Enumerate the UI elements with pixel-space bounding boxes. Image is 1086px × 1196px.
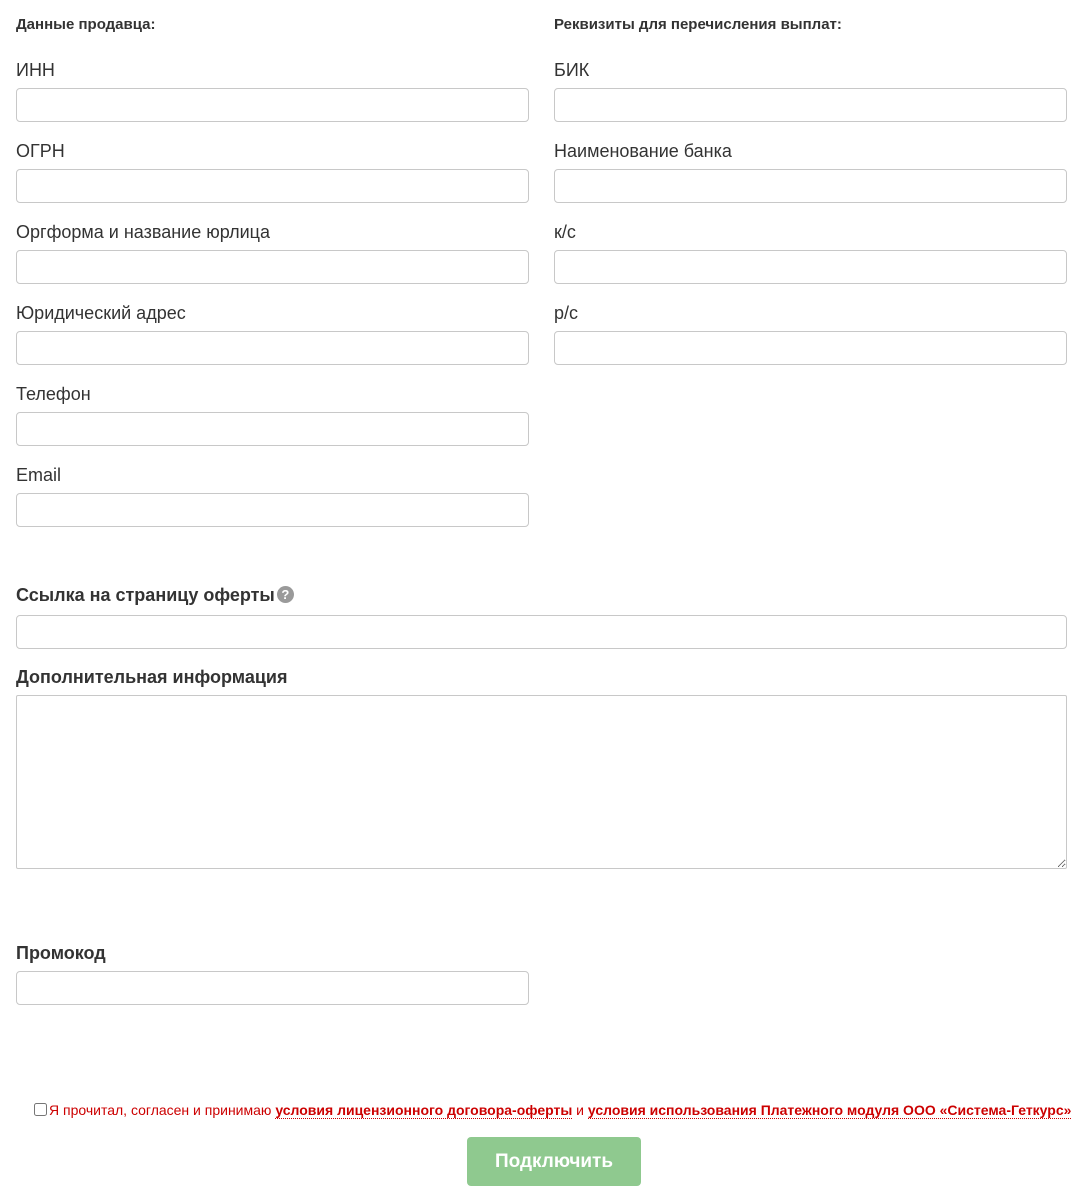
agreement-checkbox[interactable] — [34, 1103, 47, 1116]
agreement-conjunction: и — [576, 1102, 584, 1118]
email-input[interactable] — [16, 493, 529, 527]
ks-input[interactable] — [554, 250, 1067, 284]
offer-url-input[interactable] — [16, 615, 1067, 649]
legal-address-input[interactable] — [16, 331, 529, 365]
org-name-label: Оргформа и название юрлица — [16, 222, 271, 242]
ogrn-input[interactable] — [16, 169, 529, 203]
payment-module-terms-link[interactable]: условия использования Платежного модуля ООО «Система-Геткурс» — [587, 1102, 1072, 1118]
license-agreement-link[interactable]: условия лицензионного договора-оферты — [275, 1102, 573, 1118]
agreement-prefix: Я прочитал, согласен и принимаю — [49, 1102, 272, 1118]
rs-label: р/с — [554, 303, 579, 323]
bank-section-title: Реквизиты для перечисления выплат: — [554, 16, 842, 33]
inn-label: ИНН — [16, 60, 55, 80]
legal-address-label: Юридический адрес — [16, 303, 186, 323]
question-circle-icon[interactable]: ? — [277, 586, 294, 603]
bank-name-input[interactable] — [554, 169, 1067, 203]
connect-button[interactable]: Подключить — [467, 1137, 641, 1186]
phone-input[interactable] — [16, 412, 529, 446]
bank-name-label: Наименование банка — [554, 141, 732, 161]
org-name-input[interactable] — [16, 250, 529, 284]
ogrn-label: ОГРН — [16, 141, 65, 161]
ks-label: к/с — [554, 222, 576, 242]
email-label: Email — [16, 465, 62, 485]
offer-label-row — [16, 585, 294, 606]
promo-label: Промокод — [16, 943, 106, 963]
phone-label: Телефон — [16, 384, 91, 404]
additional-info-label: Дополнительная информация — [16, 667, 288, 687]
inn-input[interactable] — [16, 88, 529, 122]
bik-label: БИК — [554, 60, 590, 80]
agreement-row — [34, 1102, 1071, 1118]
offer-label: Ссылка на страницу оферты — [16, 585, 275, 605]
bik-input[interactable] — [554, 88, 1067, 122]
additional-info-textarea[interactable] — [16, 695, 1067, 869]
rs-input[interactable] — [554, 331, 1067, 365]
promo-input[interactable] — [16, 971, 529, 1005]
seller-section-title: Данные продавца: — [16, 16, 156, 33]
